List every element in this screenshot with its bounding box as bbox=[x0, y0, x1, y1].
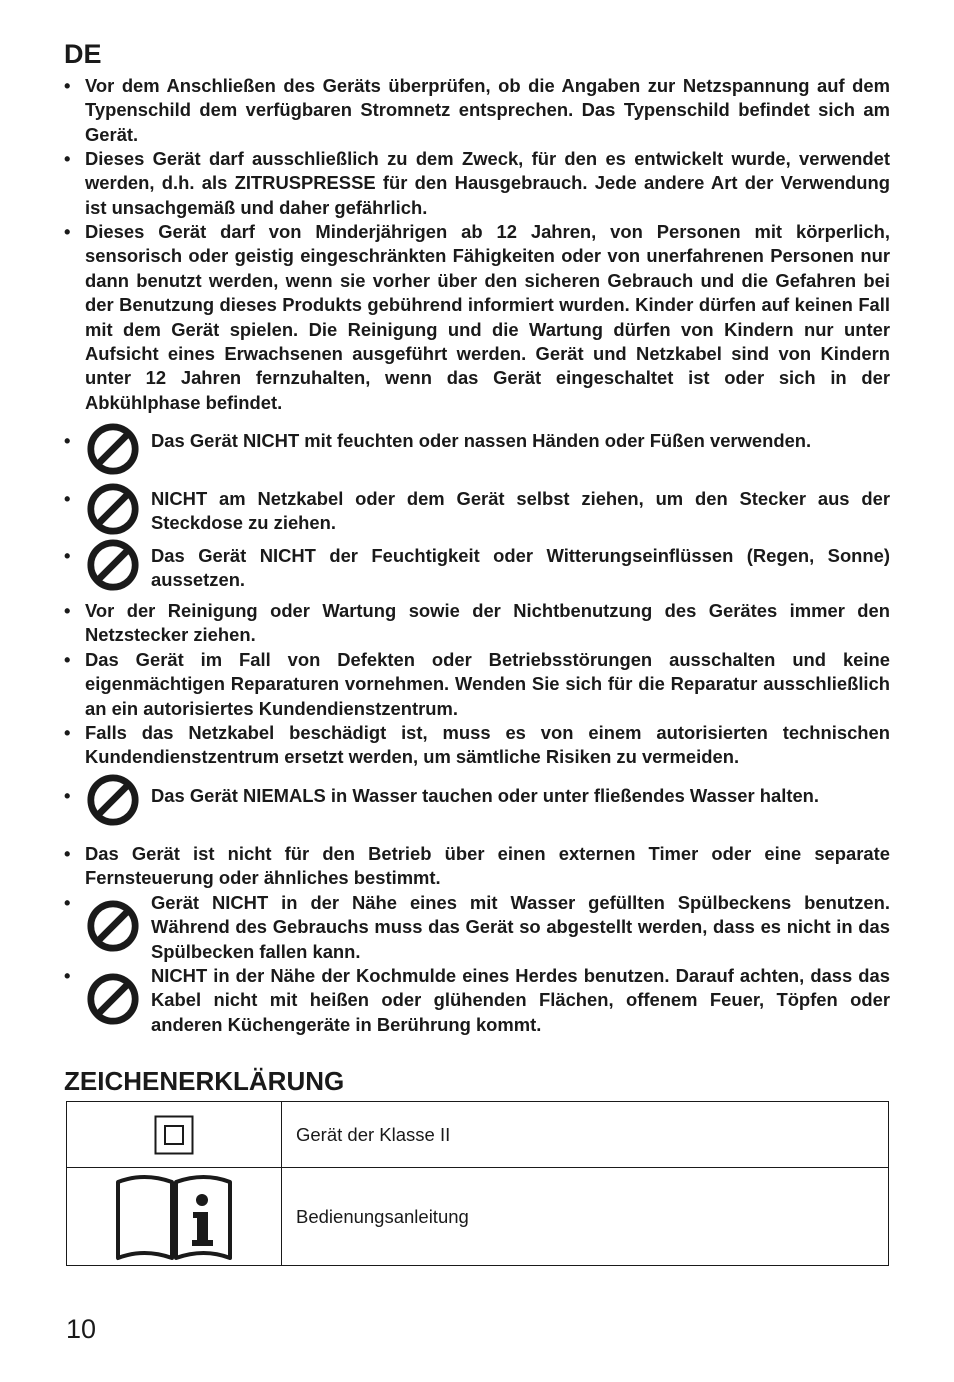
page-number: 10 bbox=[66, 1314, 97, 1344]
prohibition-icon bbox=[86, 482, 140, 536]
legend-label: Bedienungsanleitung bbox=[282, 1168, 889, 1266]
item-text: Vor der Reinigung oder Wartung sowie der Nichtbenutzung des Gerätes immer den Netzstecker ziehen. bbox=[85, 600, 890, 646]
item-text: Gerät NICHT in der Nähe eines mit Wasser gefüllten Spülbeckens benutzen. Während des Gebrauchs muss das Gerät so abgestellt werden, dass es nicht in das Spülbecken fallen kann. bbox=[151, 892, 890, 962]
list-item bbox=[62, 599, 890, 648]
bullet: • bbox=[64, 488, 71, 509]
prohibition-icon bbox=[86, 899, 140, 953]
list-item-with-icon bbox=[62, 891, 890, 964]
item-text: Das Gerät im Fall von Defekten oder Betriebsstörungen ausschalten und keine eigenmächtigen Reparaturen vornehmen. Wenden Sie sich für die Reparatur ausschließlich an ein autorisiertes Kundendienstzentrum. bbox=[85, 649, 890, 719]
item-text: Falls das Netzkabel beschädigt ist, muss es von einem autorisierten technischen Kundendienstzentrum ersetzt werden, um sämtliche Risiken zu vermeiden. bbox=[85, 722, 890, 768]
language-code: DE bbox=[64, 39, 102, 69]
prohibition-icon bbox=[86, 773, 140, 827]
bullet: • bbox=[64, 545, 71, 566]
prohibition-icon bbox=[86, 538, 140, 592]
bullet: • bbox=[64, 892, 71, 913]
list-item-with-icon bbox=[62, 538, 890, 599]
list-item bbox=[62, 147, 890, 220]
legend-title: ZEICHENERKLÄRUNG bbox=[64, 1066, 345, 1096]
item-text: Dieses Gerät darf ausschließlich zu dem Zweck, für den es entwickelt wurde, verwendet werden, d.h. als ZITRUSPRESSE für den Hausgebrauch. Jede andere Art der Verwendung ist unsachgemäß und daher gefährlich. bbox=[85, 148, 890, 218]
table-row bbox=[67, 1102, 889, 1168]
bullet: • bbox=[64, 649, 71, 670]
bullet: • bbox=[64, 75, 71, 96]
list-item bbox=[62, 220, 890, 416]
list-item-with-icon bbox=[62, 964, 890, 1037]
item-text: Das Gerät ist nicht für den Betrieb über einen externen Timer oder eine separate Fernsteuerung oder ähnliches bestimmt. bbox=[85, 843, 890, 889]
class-ii-square-icon bbox=[154, 1115, 194, 1155]
list-item bbox=[62, 648, 890, 721]
item-text: NICHT am Netzkabel oder dem Gerät selbst ziehen, um den Stecker aus der Steckdose zu ziehen. bbox=[151, 488, 890, 534]
bullet: • bbox=[64, 722, 71, 743]
list-item bbox=[62, 836, 890, 891]
table-row bbox=[67, 1168, 889, 1266]
bullet: • bbox=[64, 430, 71, 451]
item-text: Vor dem Anschließen des Geräts überprüfen, ob die Angaben zur Netzspannung auf dem Typenschild dem verfügbaren Stromnetz entsprechen. Das Typenschild befindet sich am Gerät. bbox=[85, 75, 890, 145]
bullet: • bbox=[64, 785, 71, 806]
safety-list bbox=[62, 74, 890, 1037]
item-text: NICHT in der Nähe der Kochmulde eines Herdes benutzen. Darauf achten, dass das Kabel nicht mit heißen oder glühenden Flächen, offenem Feuer, Töpfen oder anderen Küchengeräte in Berührung kommt. bbox=[151, 965, 890, 1035]
bullet: • bbox=[64, 221, 71, 242]
manual-book-icon bbox=[114, 1172, 234, 1262]
bullet: • bbox=[64, 148, 71, 169]
list-item-with-icon bbox=[62, 416, 890, 482]
list-item bbox=[62, 721, 890, 770]
item-text: Das Gerät NICHT mit feuchten oder nassen Händen oder Füßen verwenden. bbox=[151, 430, 812, 451]
list-item bbox=[62, 74, 890, 147]
bullet: • bbox=[64, 600, 71, 621]
legend-table bbox=[66, 1101, 889, 1266]
item-text: Das Gerät NICHT der Feuchtigkeit oder Witterungseinflüssen (Regen, Sonne) aussetzen. bbox=[151, 545, 890, 591]
list-item-with-icon bbox=[62, 482, 890, 538]
prohibition-icon bbox=[86, 422, 140, 476]
legend-label: Gerät der Klasse II bbox=[282, 1102, 889, 1168]
list-item-with-icon bbox=[62, 770, 890, 836]
bullet: • bbox=[64, 843, 71, 864]
legend-symbol-cell bbox=[67, 1168, 282, 1266]
item-text: Das Gerät NIEMALS in Wasser tauchen oder unter fließendes Wasser halten. bbox=[151, 785, 820, 806]
bullet: • bbox=[64, 965, 71, 986]
legend-symbol-cell bbox=[67, 1102, 282, 1168]
item-text: Dieses Gerät darf von Minderjährigen ab 12 Jahren, von Personen mit körperlich, sensorisch oder geistig eingeschränkten Fähigkeiten oder von unerfahrenen Personen nur dann benutzt werden, wenn sie vorher über den sicheren Gebrauch und die Gefahren bei der Benutzung dieses Produkts gebührend informiert wurden. Kinder dürfen auf keinen Fall mit dem Gerät spielen. Die Reinigung und die Wartung dürfen von Kindern nur unter Aufsicht eines Erwachsenen ausgeführt werden. Gerät und Netzkabel sind von Kindern unter 12 Jahren fernzuhalten, wenn das Gerät eingeschaltet ist oder sich in der Abkühlphase befindet. bbox=[85, 221, 890, 413]
prohibition-icon bbox=[86, 972, 140, 1026]
